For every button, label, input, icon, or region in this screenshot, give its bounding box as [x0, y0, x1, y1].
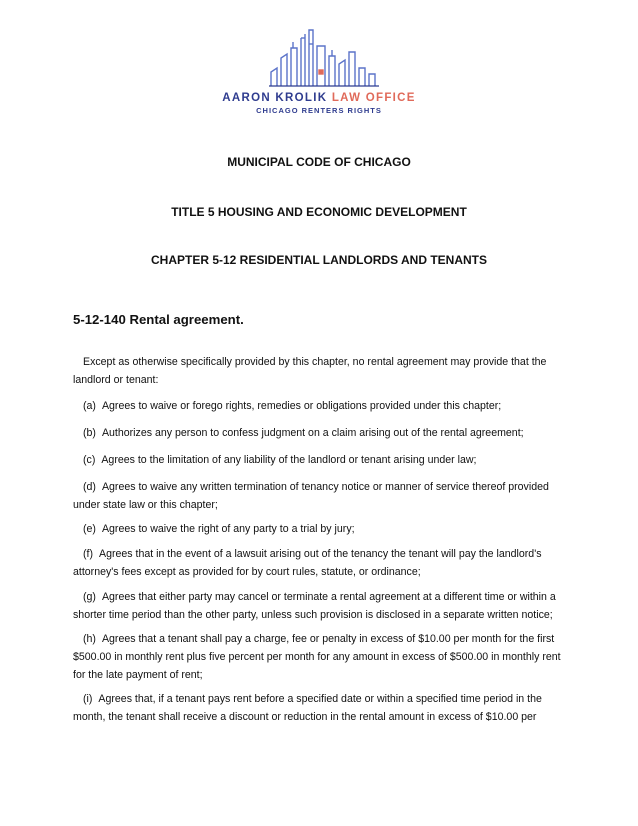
item-label: (a)	[83, 400, 96, 412]
law-office-logo	[0, 28, 638, 115]
item-label: (f)	[83, 548, 93, 560]
list-item	[73, 397, 565, 415]
item-label: (b)	[83, 427, 96, 439]
item-text: Agrees that, if a tenant pays rent before a specified date or within a specified time period in the month, the tenant shall receive a discount or reduction in the rental amount in excess of $10.00 per	[73, 693, 542, 723]
list-item	[73, 545, 565, 581]
title-heading: TITLE 5 HOUSING AND ECONOMIC DEVELOPMENT	[171, 205, 467, 219]
logo-firm: LAW OFFICE	[331, 92, 416, 104]
list-item	[73, 520, 565, 538]
item-label: (i)	[83, 693, 93, 705]
item-text: Agrees to waive or forego rights, remedies or obligations provided under this chapter;	[101, 400, 502, 412]
list-item	[73, 478, 565, 514]
item-text: Agrees that either party may cancel or terminate a rental agreement at a different time or within a shorter time period than the other party, unless such provision is disclosed in a separate written notice;	[73, 591, 556, 621]
item-text: Authorizes any person to confess judgment on a claim arising out of the rental agreement;	[101, 427, 524, 439]
chicago-skyline-logo-icon	[269, 28, 379, 88]
item-label: (g)	[83, 591, 96, 603]
list-item	[73, 690, 565, 726]
item-text: Agrees to waive the right of any party to a trial by jury;	[101, 523, 355, 535]
list-item	[73, 424, 565, 442]
item-label: (d)	[83, 481, 96, 493]
logo-name: AARON KROLIK	[222, 92, 328, 104]
section-title: 5-12-140 Rental agreement.	[73, 312, 244, 327]
item-label: (e)	[83, 523, 96, 535]
list-item	[73, 451, 565, 469]
chapter-heading: CHAPTER 5-12 RESIDENTIAL LANDLORDS AND TENANTS	[150, 253, 488, 267]
item-text: Agrees to waive any written termination of tenancy notice or manner of service thereof provided under state law or this chapter;	[73, 481, 549, 511]
municipal-code-heading: MUNICIPAL CODE OF CHICAGO	[227, 155, 411, 169]
logo-subtitle: CHICAGO RENTERS RIGHTS	[256, 106, 382, 115]
item-label: (h)	[83, 633, 96, 645]
item-text: Agrees that in the event of a lawsuit arising out of the tenancy the tenant will pay the landlord's attorney's fees except as provided for by court rules, statute, or ordinance;	[73, 548, 542, 578]
item-label: (c)	[83, 454, 96, 466]
item-text: Agrees that a tenant shall pay a charge, fee or penalty in excess of $10.00 per month for the first $500.00 in monthly rent plus five percent per month for any amount in excess of $500.00 in monthly rent for the late payment of rent;	[73, 633, 561, 681]
section-intro: Except as otherwise specifically provided by this chapter, no rental agreement may provide that the landlord or tenant:	[73, 356, 547, 386]
list-item	[73, 630, 565, 684]
logo-title	[222, 92, 415, 104]
item-text: Agrees to the limitation of any liability of the landlord or tenant arising under law;	[101, 454, 477, 466]
list-item	[73, 588, 565, 624]
